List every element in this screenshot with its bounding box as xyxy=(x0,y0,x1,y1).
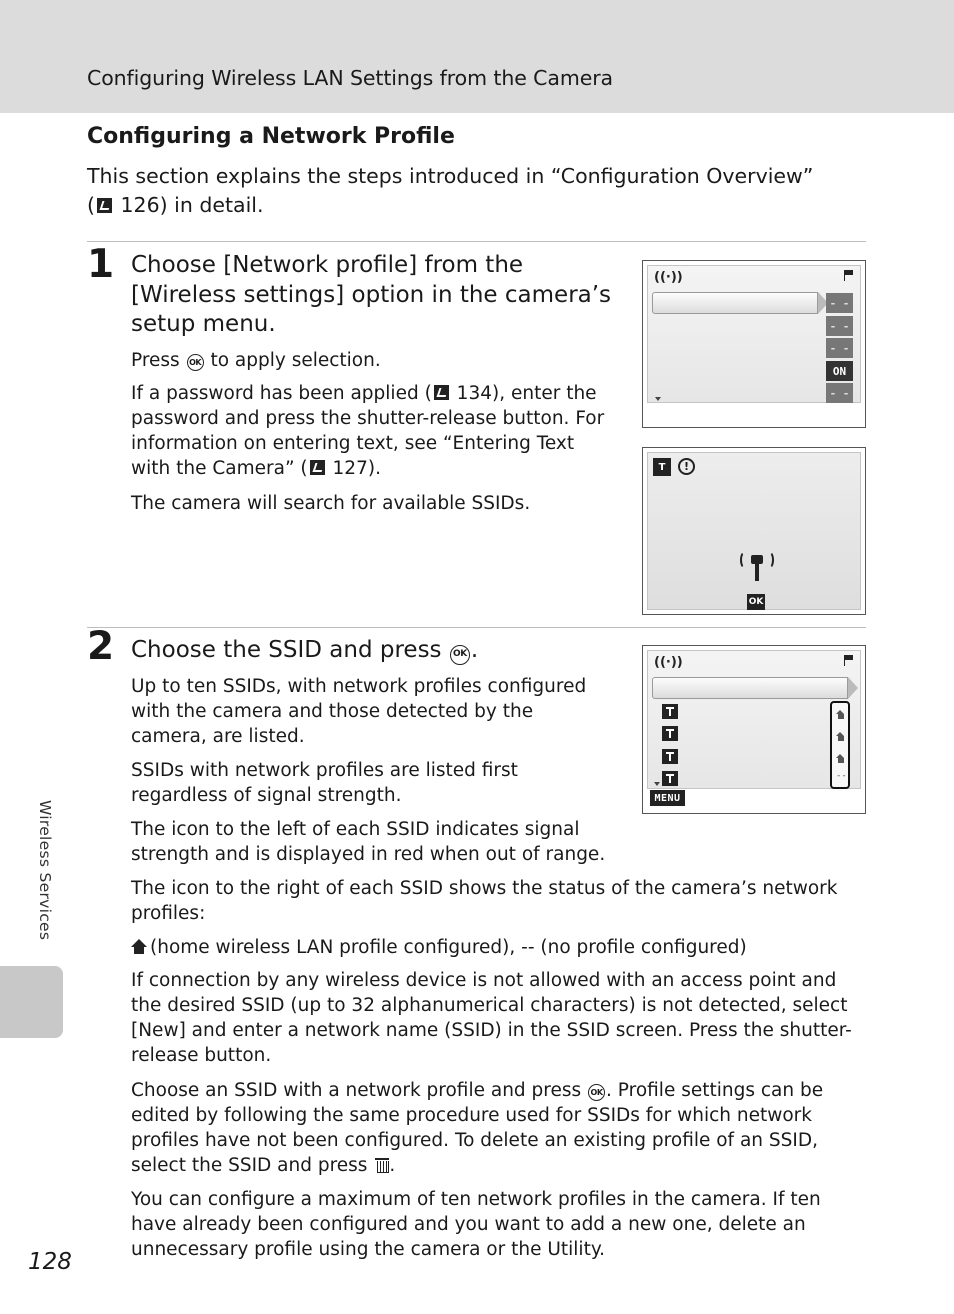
intro-text-line2: 126) in detail. xyxy=(114,193,264,217)
page-reference-icon xyxy=(434,385,449,400)
step2-para5-text: (home wireless LAN profile configured), -- (no profile configured) xyxy=(150,937,747,958)
section-intro xyxy=(87,162,847,220)
page-reference-icon xyxy=(97,198,112,213)
step1-divider xyxy=(87,241,866,242)
page-number: 128 xyxy=(28,1249,72,1275)
step2-para8: You can configure a maximum of ten network profiles in the camera. If ten have already been configured and you want to add a new one, delete an unnecessary profile using the camera or the Utility. xyxy=(131,1189,821,1260)
wireless-antenna-icon xyxy=(742,549,772,583)
header-title: Configuring Wireless LAN Settings from the Camera xyxy=(87,66,613,90)
value-box-1: - - xyxy=(826,293,853,313)
sidebar-section-label xyxy=(34,800,58,950)
home-icon xyxy=(836,732,845,741)
step2-title-post: . xyxy=(470,637,479,663)
step1-para1-post: to apply selection. xyxy=(204,350,381,371)
scroll-down-icon xyxy=(655,397,661,401)
step1-para2-c: 127). xyxy=(326,458,381,479)
wireless-antenna-icon: ((·)) xyxy=(654,655,683,670)
scroll-down-icon xyxy=(654,782,660,786)
step1-para2-b: 134), enter the password and press the shutter-release button. For information on entering text, see “Entering Text with the Camera” ( xyxy=(131,383,605,479)
step2-para6: If connection by any wireless device is not allowed with an access point and the desired SSID (up to 32 alphanumerical characters) is not detected, select [New] and enter a network name (SSID) in the SSID screen. Press the shutter-release button. xyxy=(131,970,852,1066)
screen3-panel xyxy=(647,650,861,789)
step2-para7-post: . Profile settings can be edited by following the same procedure used for SSIDs for which network profiles have not been configured. To delete an existing profile of an SSID, select the SSID and press xyxy=(131,1080,824,1176)
step2-title xyxy=(131,636,621,666)
value-box-5: - - xyxy=(826,383,853,403)
camera-screen-ssid-list xyxy=(642,645,866,814)
screen2-panel xyxy=(647,452,861,610)
camera-screen-wireless-settings xyxy=(642,260,866,428)
flag-icon xyxy=(844,655,854,666)
wireless-antenna-icon: ((·)) xyxy=(654,270,683,285)
step2-para7-pre: Choose an SSID with a network profile and press xyxy=(131,1080,588,1101)
screen1-panel xyxy=(647,265,861,403)
step2-title-pre: Choose the SSID and press xyxy=(131,637,449,663)
status-badge: T xyxy=(653,458,671,476)
step2-para4: The icon to the right of each SSID shows the status of the camera’s network profiles: xyxy=(131,878,838,924)
home-icon xyxy=(836,710,845,719)
step2-divider xyxy=(87,627,866,628)
no-profile-indicator: -- xyxy=(836,771,847,781)
sidebar-section-tab xyxy=(0,966,63,1038)
step2-para2: SSIDs with network profiles are listed first regardless of signal strength. xyxy=(131,760,518,806)
warning-icon: ! xyxy=(678,458,695,475)
ok-button-icon: OK xyxy=(187,354,204,371)
page-header-band xyxy=(0,0,954,113)
value-box-2: - - xyxy=(826,316,853,336)
intro-text-line1: This section explains the steps introduced in “Configuration Overview” xyxy=(87,164,814,188)
step2-para5 xyxy=(131,935,866,960)
camera-screen-searching xyxy=(642,447,866,615)
signal-strength-icon xyxy=(662,704,678,719)
step2-para7 xyxy=(131,1078,866,1178)
intro-text-pre: ( xyxy=(87,193,95,217)
selected-menu-row[interactable] xyxy=(652,292,818,314)
value-box-on: ON xyxy=(826,361,853,381)
trash-icon xyxy=(375,1156,389,1173)
step1-para2-a: If a password has been applied ( xyxy=(131,383,432,404)
value-box-3: - - xyxy=(826,338,853,358)
ok-icon[interactable]: OK xyxy=(747,594,765,610)
step2-para1: Up to ten SSIDs, with network profiles configured with the camera and those detected by the camera, are listed. xyxy=(131,676,587,747)
ok-button-icon: OK xyxy=(588,1084,605,1101)
step1-para1 xyxy=(131,348,611,373)
selected-ssid-row[interactable] xyxy=(652,677,848,699)
home-icon xyxy=(836,754,845,763)
step1-para3: The camera will search for available SSIDs. xyxy=(131,493,531,514)
sidebar-label-text: Wireless Services xyxy=(36,800,54,941)
home-icon xyxy=(131,939,147,955)
menu-button-icon[interactable]: MENU xyxy=(650,790,685,806)
step1-para2 xyxy=(131,381,611,481)
flag-icon xyxy=(844,270,854,281)
profile-status-column xyxy=(830,701,850,789)
step2-number: 2 xyxy=(87,624,115,669)
signal-strength-icon xyxy=(662,726,678,741)
signal-strength-icon xyxy=(662,749,678,764)
section-heading: Configuring a Network Profile xyxy=(87,124,455,149)
step2-para7-end: . xyxy=(389,1155,396,1176)
ok-button-icon: OK xyxy=(450,645,470,665)
step2-para3: The icon to the left of each SSID indicates signal strength and is displayed in red when out of range. xyxy=(131,819,606,865)
step1-title: Choose [Network profile] from the [Wireless settings] option in the camera’s setup menu. xyxy=(131,252,612,337)
signal-strength-icon xyxy=(662,771,678,786)
step1-para1-pre: Press xyxy=(131,350,186,371)
step1-number: 1 xyxy=(87,242,115,287)
page-reference-icon xyxy=(310,460,325,475)
